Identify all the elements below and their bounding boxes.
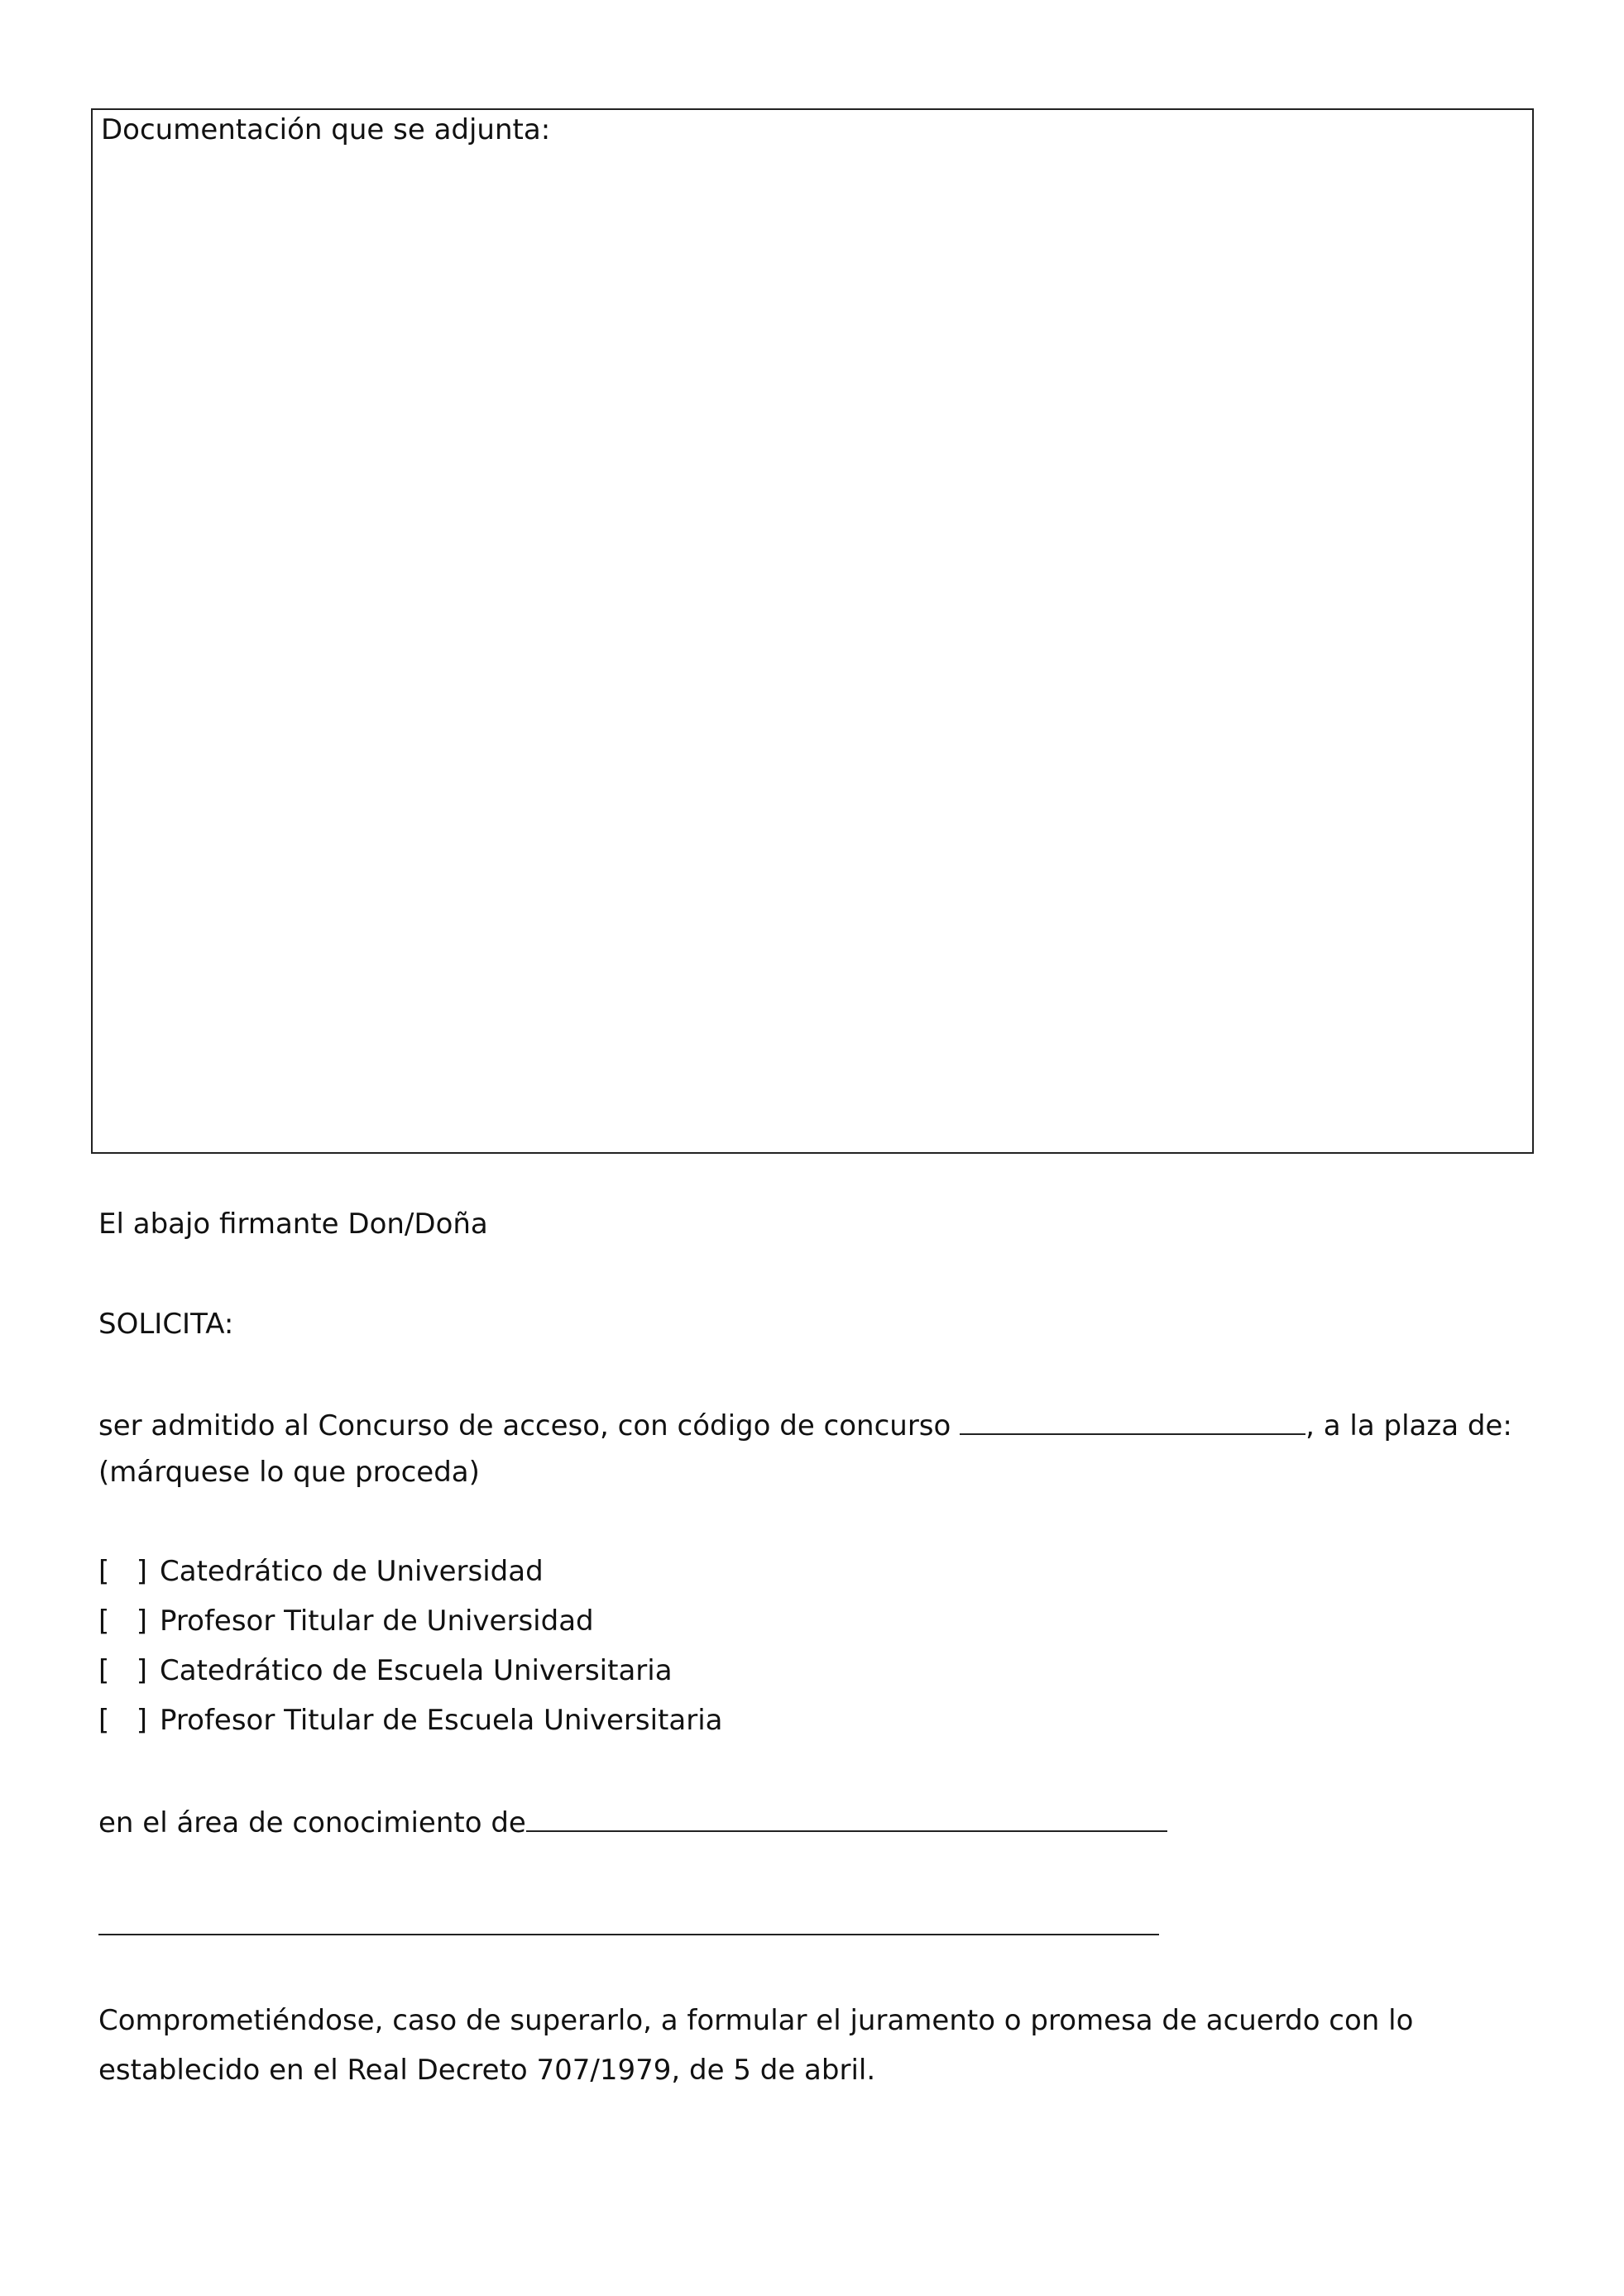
position-option-label: Profesor Titular de Universidad <box>160 1605 594 1638</box>
commitment-line-1: Comprometiéndose, caso de superarlo, a formular el juramento o promesa de acuerdo con lo <box>98 2004 1414 2037</box>
position-option-label: Catedrático de Escuela Universitaria <box>160 1654 673 1687</box>
knowledge-area-line <box>98 1806 1167 1837</box>
knowledge-area-continuation-field[interactable] <box>98 1934 1159 1935</box>
contest-code-text: ser admitido al Concurso de acceso, con código de concurso <box>98 1409 961 1442</box>
position-checkbox[interactable]: [ ] <box>98 1704 147 1737</box>
option-row <box>98 1605 594 1638</box>
option-row <box>98 1557 544 1586</box>
option-row <box>98 1704 723 1737</box>
attached-documentation-box[interactable] <box>91 108 1534 1154</box>
position-checkbox[interactable]: [ ] <box>98 1555 147 1588</box>
request-heading: SOLICITA: <box>98 1308 234 1341</box>
commitment-line-2: establecido en el Real Decreto 707/1979, de 5 de abril. <box>98 2054 876 2087</box>
knowledge-area-field[interactable] <box>526 1806 1167 1832</box>
option-row <box>98 1654 673 1687</box>
contest-code-line <box>98 1409 1512 1440</box>
knowledge-area-label: en el área de conocimiento de <box>98 1806 526 1839</box>
mark-instruction: (márquese lo que proceda) <box>98 1456 480 1489</box>
position-checkbox[interactable]: [ ] <box>98 1654 147 1687</box>
attached-documentation-label: Documentación que se adjunta: <box>101 113 551 146</box>
signer-label: El abajo firmante Don/Doña <box>98 1208 488 1241</box>
position-option-label: Profesor Titular de Escuela Universitaria <box>160 1704 723 1737</box>
contest-code-field[interactable] <box>960 1409 1305 1435</box>
position-option-label: Catedrático de Universidad <box>160 1555 544 1588</box>
position-checkbox[interactable]: [ ] <box>98 1605 147 1638</box>
contest-code-suffix: , a la plaza de: <box>1305 1409 1512 1442</box>
